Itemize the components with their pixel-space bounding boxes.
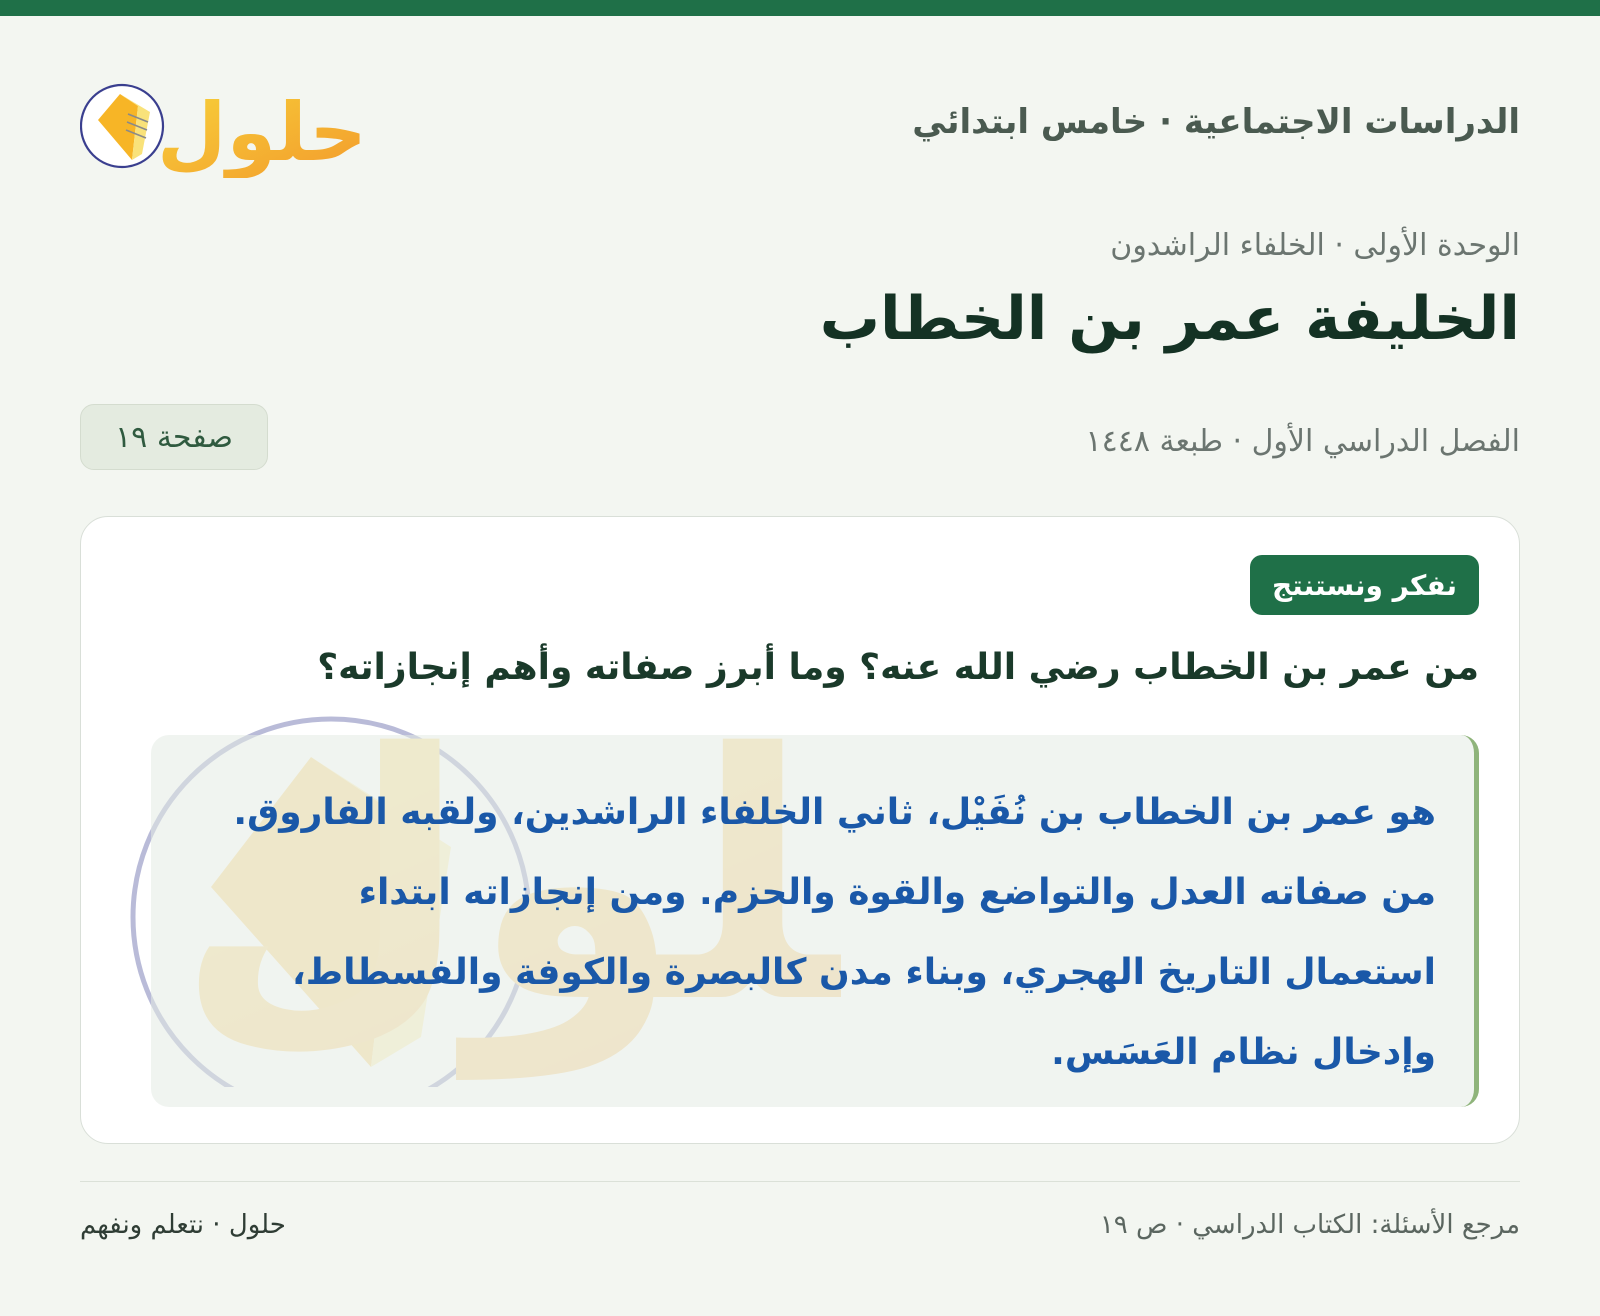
hulool-logo xyxy=(80,68,360,178)
answer-box xyxy=(151,735,1479,1107)
footer-divider xyxy=(80,1181,1520,1182)
question-text: من عمر بن الخطاب رضي الله عنه؟ وما أبرز صفاته وأهم إنجازاته؟ xyxy=(317,647,1479,688)
top-accent-bar xyxy=(0,0,1600,16)
answer-text: هو عمر بن الخطاب بن نُفَيْل، ثاني الخلفاء الراشدين، ولقبه الفاروق. من صفاته العدل والتواضع والقوة والحزم. ومن إنجازاته ابتداء استعمال التاريخ الهجري، وبناء مدن كالبصرة والكوفة والفسطاط، وإدخال نظام العَسَس. xyxy=(233,792,1436,1073)
section-tag: نفكر ونستنتج xyxy=(1250,555,1479,615)
unit-breadcrumb: الوحدة الأولى · الخلفاء الراشدون xyxy=(1110,228,1520,263)
footer-reference: مرجع الأسئلة: الكتاب الدراسي · ص ١٩ xyxy=(1099,1210,1520,1240)
page xyxy=(80,16,1520,1316)
subject-title: الدراسات الاجتماعية · خامس ابتدائي xyxy=(912,102,1520,142)
question-card xyxy=(80,516,1520,1144)
page-number-badge: صفحة ١٩ xyxy=(80,404,268,470)
hulool-logo-icon xyxy=(80,68,360,178)
footer-brand: حلول · نتعلم ونفهم xyxy=(80,1210,286,1240)
page-title: الخليفة عمر بن الخطاب xyxy=(819,284,1520,354)
logo-text: حلول xyxy=(157,86,360,178)
term-edition: الفصل الدراسي الأول · طبعة ١٤٤٨ xyxy=(1085,424,1520,459)
